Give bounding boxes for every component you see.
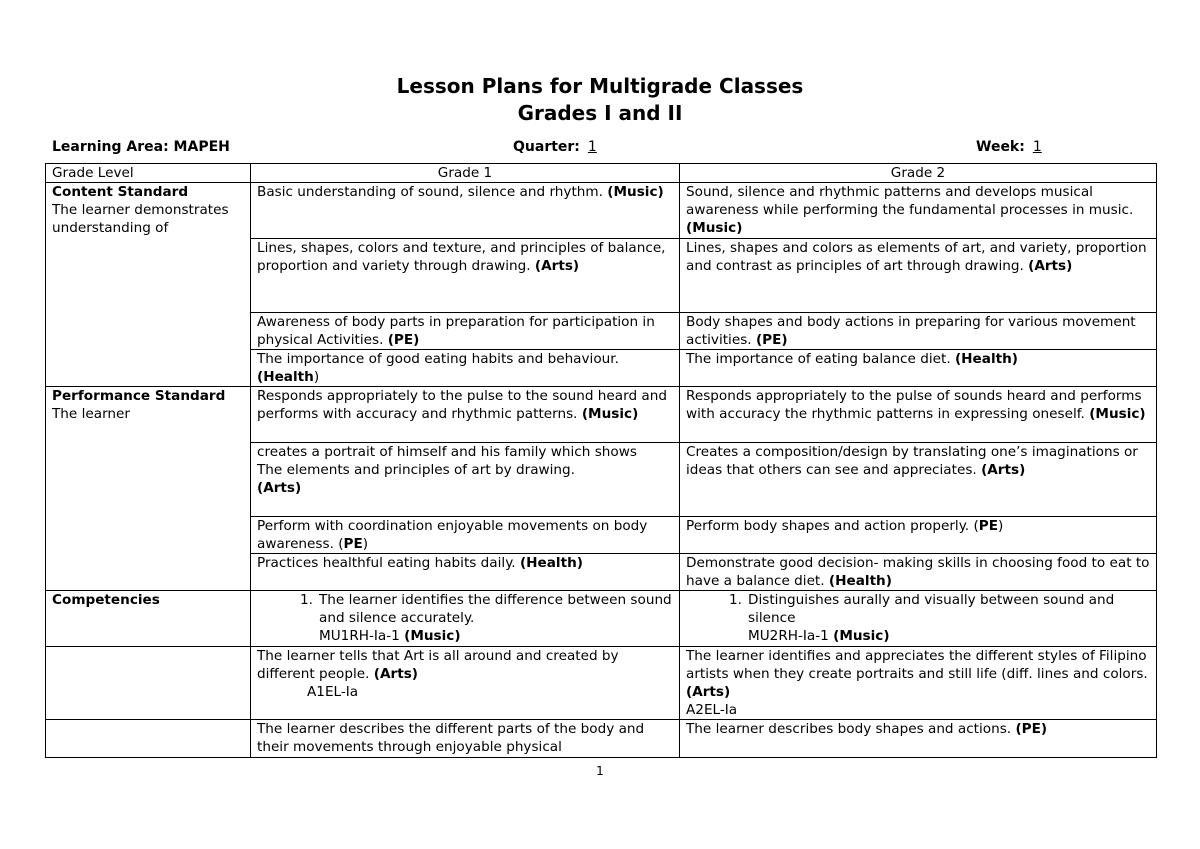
competencies-cell: [46, 591, 251, 647]
subject-tag: (Music): [686, 220, 743, 236]
competency-code: A1EL-Ia: [307, 684, 359, 700]
cell-text: ): [362, 536, 369, 552]
cell-text: Creates a composition/design by translating one’s imaginations or ideas that others can see and appreciates.: [686, 444, 1138, 478]
numbered-item: [686, 591, 1150, 645]
quarter-label: Quarter:: [513, 139, 580, 155]
table-cell: [251, 720, 680, 758]
performance-standard-desc: The learner: [52, 406, 130, 422]
item-number: 1.: [300, 592, 313, 608]
table-header-row: [46, 164, 1157, 183]
header-grade-level: Grade Level: [46, 164, 251, 183]
table-cell: [680, 350, 1157, 387]
table-cell: [251, 239, 680, 313]
table-cell: [251, 517, 680, 554]
table-cell: [251, 183, 680, 239]
table-row: [46, 720, 1157, 758]
cell-text: Lines, shapes, colors and texture, and principles of balance, proportion and variety through drawing.: [257, 240, 666, 274]
subject-tag: (Music): [833, 628, 890, 644]
table-cell: [46, 720, 251, 758]
subject-tag: (PE): [387, 332, 420, 348]
table-cell: [251, 443, 680, 517]
subject-tag: (PE): [755, 332, 788, 348]
cell-text: The learner describes body shapes and actions.: [686, 721, 1016, 737]
header-grade-2: Grade 2: [680, 164, 1157, 183]
header-grade-1: Grade 1: [251, 164, 680, 183]
table-cell: [46, 647, 251, 720]
cell-text: Responds appropriately to the pulse to the sound heard and performs with accuracy and rhythmic patterns.: [257, 388, 667, 422]
cell-text: Basic understanding of sound, silence and rhythm.: [257, 184, 608, 200]
cell-text: The elements and principles of art by drawing.: [257, 462, 575, 478]
document-title: Lesson Plans for Multigrade Classes: [396, 74, 804, 98]
quarter-value: 1: [587, 139, 597, 155]
subject-tag: PE: [343, 536, 363, 552]
cell-text: The importance of eating balance diet.: [686, 351, 955, 367]
subject-tag: (Health): [519, 555, 583, 571]
page-number: 1: [596, 764, 604, 778]
table-cell: [251, 313, 680, 350]
lesson-plan-table: [45, 163, 1157, 758]
table-cell: [680, 387, 1157, 443]
subject-tag: (Arts): [1028, 258, 1073, 274]
cell-text: The importance of good eating habits and behaviour.: [257, 351, 619, 367]
table-row: [46, 647, 1157, 720]
table-row: [46, 183, 1157, 239]
cell-text: ): [998, 518, 1004, 534]
subject-tag: (Health): [954, 351, 1018, 367]
week-field: [976, 139, 1042, 155]
cell-text: Responds appropriately to the pulse of sounds heard and performs with accuracy the rhythmic patterns in expressing oneself.: [686, 388, 1142, 422]
table-cell: [680, 239, 1157, 313]
cell-text: Practices healthful eating habits daily.: [257, 555, 520, 571]
performance-standard-label: Performance Standard: [52, 388, 226, 404]
competencies-label: Competencies: [52, 592, 160, 608]
table-cell: [251, 350, 680, 387]
competency-code: A2EL-Ia: [686, 702, 738, 718]
subject-tag: (Arts): [257, 480, 302, 496]
table-cell: [251, 387, 680, 443]
cell-text: Sound, silence and rhythmic patterns and develops musical awareness while performing the fundamental processes in music.: [686, 184, 1134, 218]
table-row: [46, 387, 1157, 443]
content-standard-desc: The learner demonstrates understanding of: [52, 202, 229, 236]
subject-tag: (Music): [607, 184, 664, 200]
competency-code: MU1RH-Ia-1: [319, 628, 405, 644]
table-cell: [251, 647, 680, 720]
subject-tag: (Health: [257, 369, 314, 385]
table-cell: [251, 554, 680, 591]
cell-text: Lines, shapes and colors as elements of art, and variety, proportion and contrast as principles of art through drawing.: [686, 240, 1147, 274]
learning-area-label: Learning Area: MAPEH: [52, 139, 230, 155]
cell-text: Demonstrate good decision- making skills in choosing food to eat to have a balance diet.: [686, 555, 1150, 589]
week-value: 1: [1032, 139, 1042, 155]
subject-tag: (Music): [581, 406, 639, 422]
cell-text: The learner describes the different parts of the body and their movements through enjoyable physical: [257, 721, 645, 755]
table-cell: [680, 443, 1157, 517]
numbered-item: [257, 591, 673, 645]
subject-tag: (Music): [404, 628, 461, 644]
table-cell: [680, 313, 1157, 350]
week-label: Week:: [976, 139, 1025, 155]
subject-tag: (Arts): [373, 666, 419, 682]
cell-text: Perform body shapes and action properly. (: [686, 518, 979, 534]
table-cell: [680, 720, 1157, 758]
subject-tag: (PE): [1015, 721, 1048, 737]
cell-text: creates a portrait of himself and his family which shows: [257, 444, 637, 460]
table-cell: [251, 591, 680, 647]
item-number: 1.: [729, 592, 742, 608]
subject-tag: PE: [978, 518, 998, 534]
cell-text: Awareness of body parts in preparation for participation in physical Activities.: [257, 314, 655, 348]
cell-text: The learner identifies and appreciates the different styles of Filipino artists when they create portraits and still life (diff. lines and colors.: [686, 648, 1148, 682]
content-standard-label: Content Standard: [52, 184, 189, 200]
subject-tag: (Arts): [686, 684, 731, 700]
cell-text: Perform with coordination enjoyable movements on body awareness. (: [257, 518, 648, 552]
table-cell: [680, 554, 1157, 591]
cell-text: Body shapes and body actions in preparing for various movement activities.: [686, 314, 1136, 348]
subject-tag: (Music): [1089, 406, 1146, 422]
table-cell: [680, 591, 1157, 647]
document-subtitle: Grades I and II: [517, 101, 683, 125]
quarter-field: [513, 139, 597, 155]
cell-text: Distinguishes aurally and visually between sound and silence: [748, 592, 1115, 626]
table-cell: [680, 183, 1157, 239]
table-cell: [680, 517, 1157, 554]
cell-text: ): [313, 369, 320, 385]
table-row: [46, 591, 1157, 647]
cell-text: The learner identifies the difference between sound and silence accurately.: [319, 592, 672, 626]
cell-text: The learner tells that Art is all around and created by different people.: [257, 648, 619, 682]
performance-standard-cell: [46, 387, 251, 591]
subject-tag: (Health): [828, 573, 892, 589]
subject-tag: (Arts): [534, 258, 580, 274]
table-cell: [680, 647, 1157, 720]
subject-tag: (Arts): [981, 462, 1026, 478]
content-standard-cell: [46, 183, 251, 387]
competency-code: MU2RH-Ia-1: [748, 628, 834, 644]
